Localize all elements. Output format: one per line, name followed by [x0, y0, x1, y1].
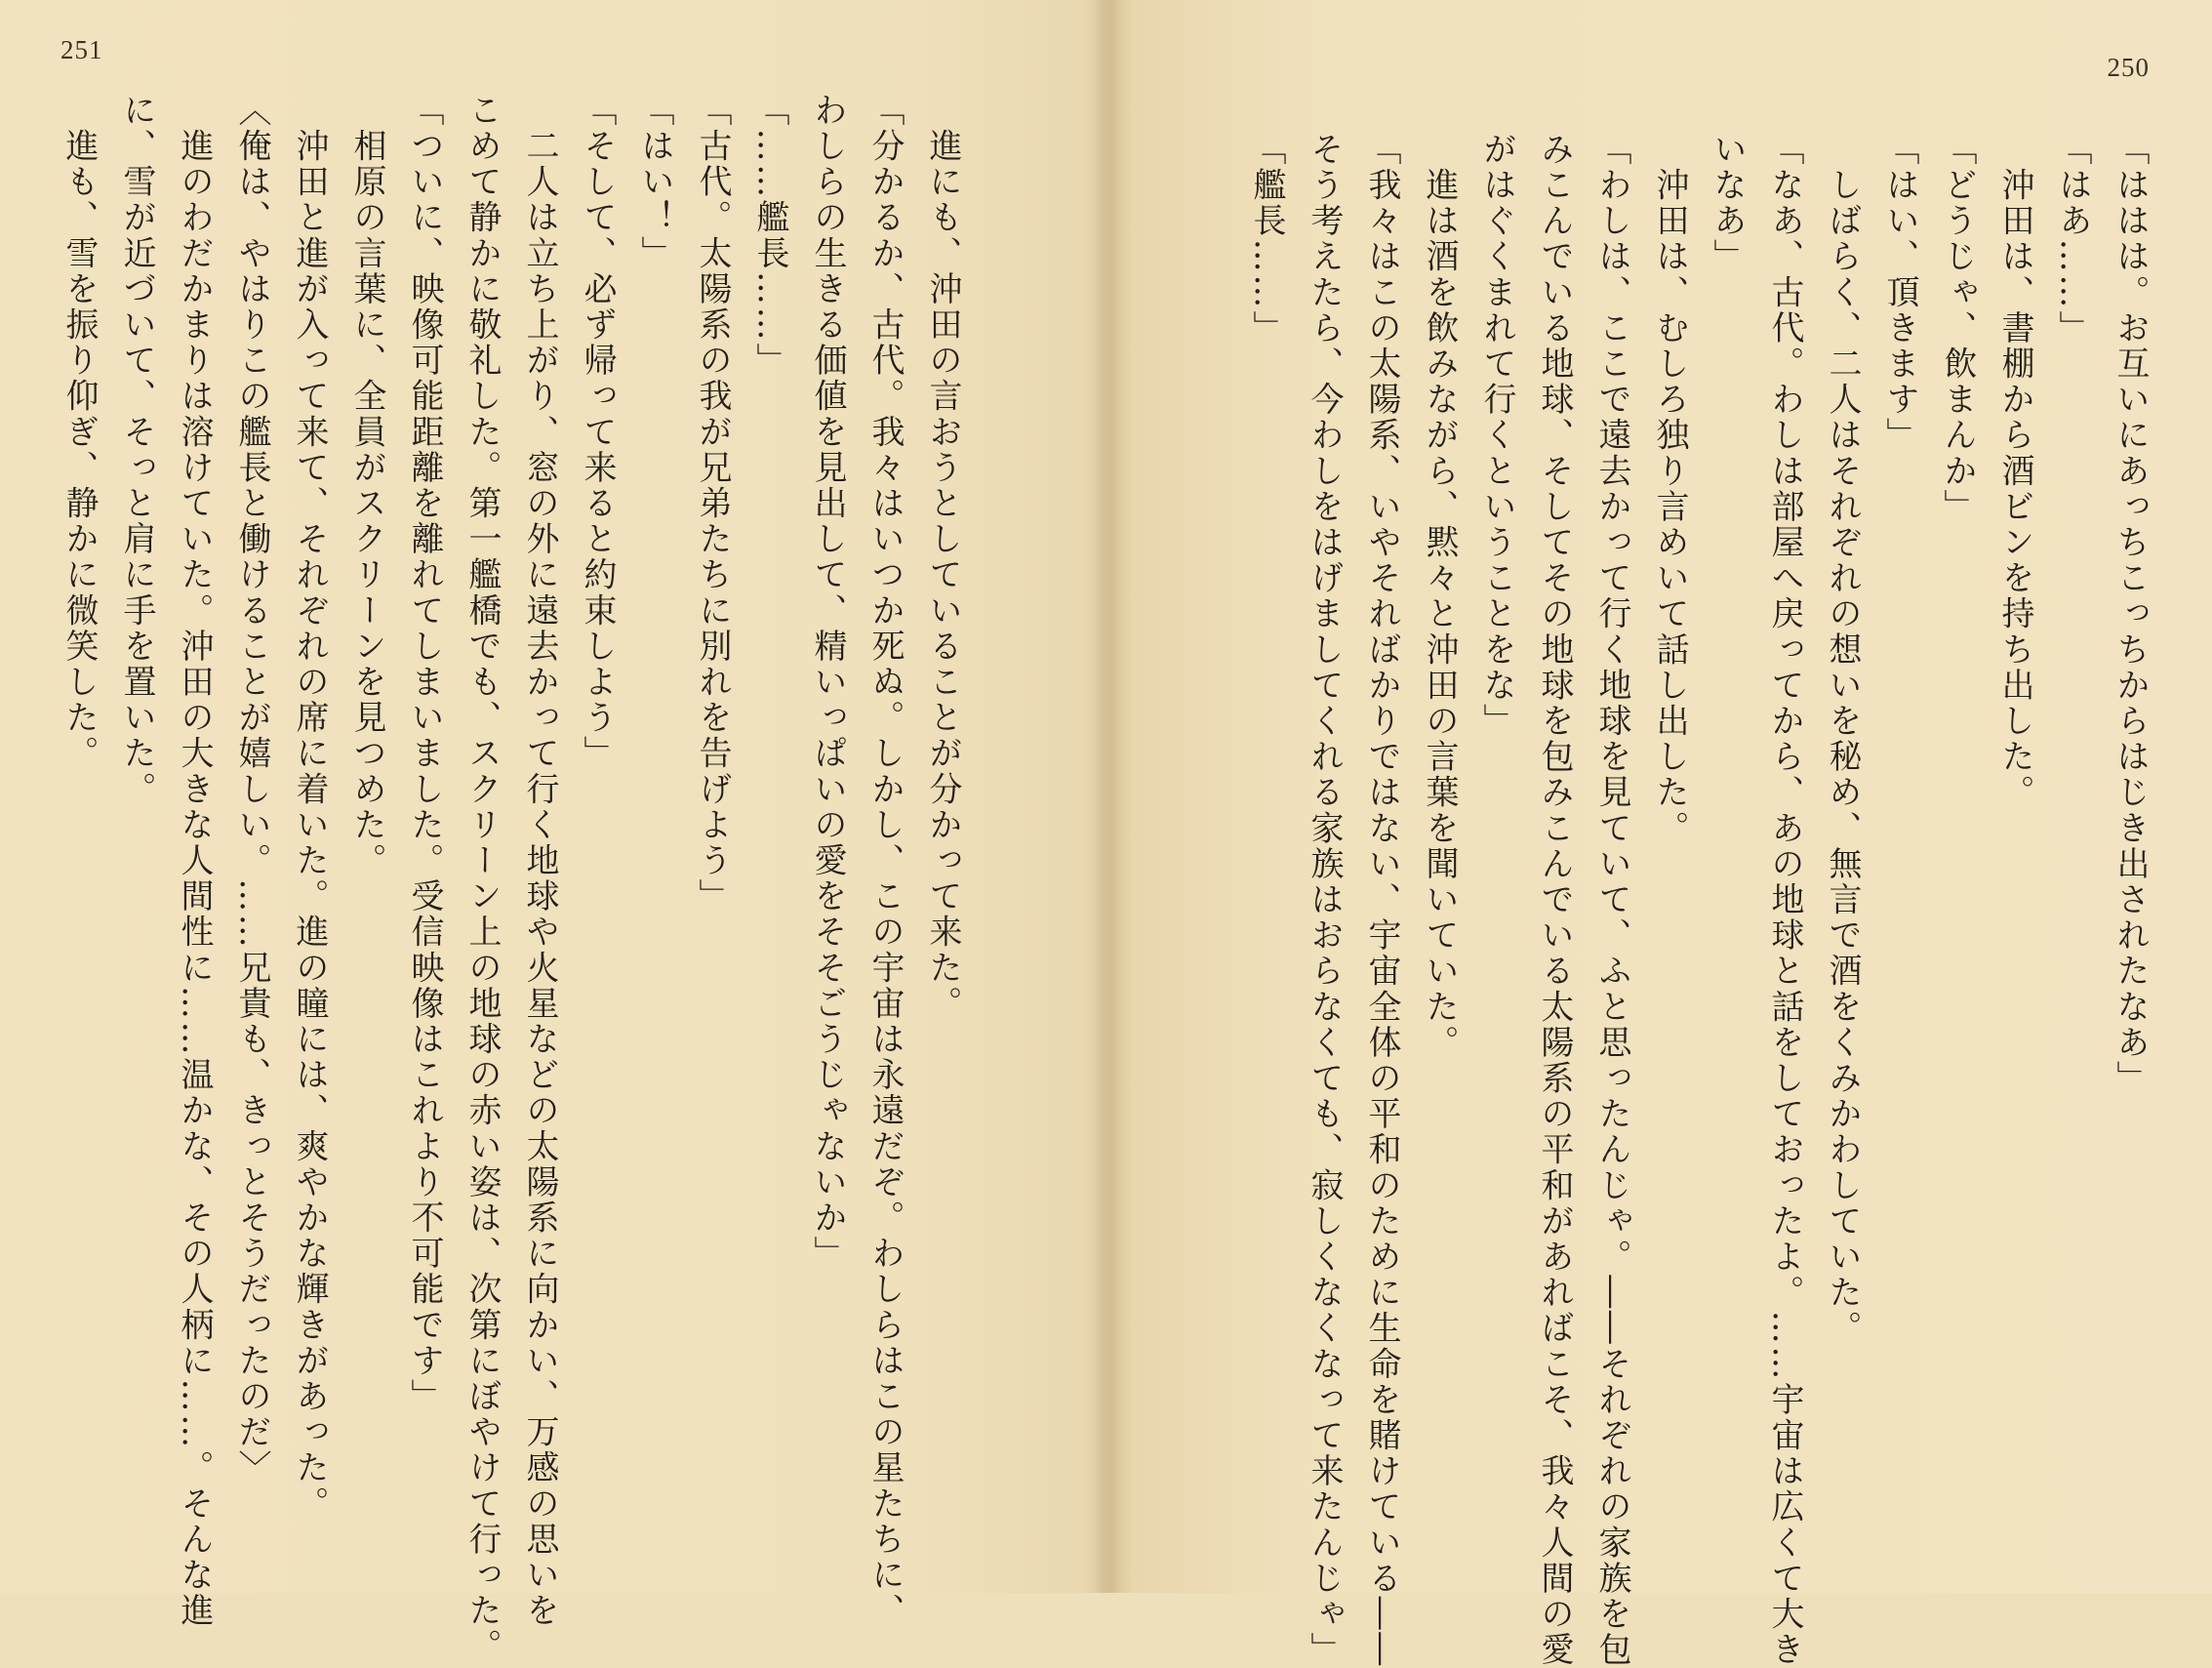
- text-line: 相原の言葉に、全員がスクリーンを見つめた。: [347, 93, 386, 879]
- text-line: 「古代。太陽系の我が兄弟たちに別れを告げよう」: [693, 93, 732, 915]
- text-line: 沖田は、むしろ独り言めいて話し出した。: [1650, 132, 1689, 846]
- text-line: 「はあ……」: [2053, 132, 2092, 346]
- text-line: 進も、雪を振り仰ぎ、静かに微笑した。: [60, 93, 99, 772]
- text-line: 「はい！」: [635, 93, 674, 271]
- text-line: 沖田は、書棚から酒ビンを持ち出した。: [1995, 132, 2034, 811]
- text-line: がはぐくまれて行くということをな」: [1477, 132, 1516, 740]
- left-page: [0, 0, 1103, 1665]
- text-line: みこんでいる地球、そしてその地球を包みこんでいる太陽系の平和があればこそ、我々人間の愛: [1535, 132, 1574, 1668]
- text-line: そう考えたら、今わしをはげましてくれる家族はおらなくても、寂しくなくなって来たんじゃ」: [1305, 132, 1344, 1668]
- text-line: 「ついに、映像可能距離を離れてしまいました。受信映像はこれより不可能です」: [405, 93, 444, 1415]
- text-line: こめて静かに敬礼した。第一艦橋でも、スクリーン上の地球の赤い姿は、次第にぼやけて行った。: [463, 93, 502, 1665]
- text-line: 二人は立ち上がり、窓の外に遠去かって行く地球や火星などの太陽系に向かい、万感の思いを: [520, 93, 559, 1629]
- text-line: に、雪が近づいて、そっと肩に手を置いた。: [117, 93, 156, 807]
- text-line: 「ははは。お互いにあっちこっちからはじき出されたなあ」: [2111, 132, 2150, 1097]
- text-line: 「なあ、古代。わしは部屋へ戻ってから、あの地球と話をしておったよ。……宇宙は広くて大き: [1765, 132, 1804, 1668]
- page-number-right: 250: [2107, 53, 2150, 82]
- right-page: [1103, 0, 2212, 1668]
- text-line: 「我々はこの太陽系、いやそればかりではない、宇宙全体の平和のために生命を賭けている――: [1362, 132, 1401, 1668]
- text-line: 進は酒を飲みながら、黙々と沖田の言葉を聞いていた。: [1420, 132, 1459, 1061]
- text-line: 「分かるか、古代。我々はいつか死ぬ。しかし、この宇宙は永遠だぞ。わしらはこの星たちに、: [865, 93, 905, 1629]
- text-line: 「そして、必ず帰って来ると約束しよう」: [578, 93, 617, 772]
- text-line: しばらく、二人はそれぞれの想いを秘め、無言で酒をくみかわしていた。: [1823, 132, 1862, 1347]
- left-page-body-text: [50, 93, 971, 1665]
- text-line: 「わしは、ここで遠去かって行く地球を見ていて、ふと思ったんじゃ。――それぞれの家族を包: [1592, 132, 1631, 1668]
- text-line: 「はい、頂きます」: [1880, 132, 1919, 454]
- text-line: 「艦長……」: [1247, 132, 1286, 346]
- text-line: 進のわだかまりは溶けていた。沖田の大きな人間性に……温かな、その人柄に……。そんな進: [175, 93, 214, 1629]
- text-line: 「どうじゃ、飲まんか」: [1938, 132, 1977, 525]
- right-page-body-text: [1237, 132, 2158, 1668]
- page-number-left: 251: [60, 35, 103, 64]
- text-line: 進にも、沖田の言おうとしていることが分かって来た。: [923, 93, 962, 1022]
- text-line: 「……艦長……」: [750, 93, 789, 379]
- text-line: わしらの生きる価値を見出して、精いっぱいの愛をそそごうじゃないか」: [808, 93, 847, 1272]
- text-line: 〈俺は、やはりこの艦長と働けることが嬉しい。……兄貴も、きっとそうだったのだ〉: [232, 93, 271, 1486]
- text-line: いなあ」: [1708, 132, 1747, 275]
- text-line: 沖田と進が入って来て、それぞれの席に着いた。進の瞳には、爽やかな輝きがあった。: [290, 93, 329, 1522]
